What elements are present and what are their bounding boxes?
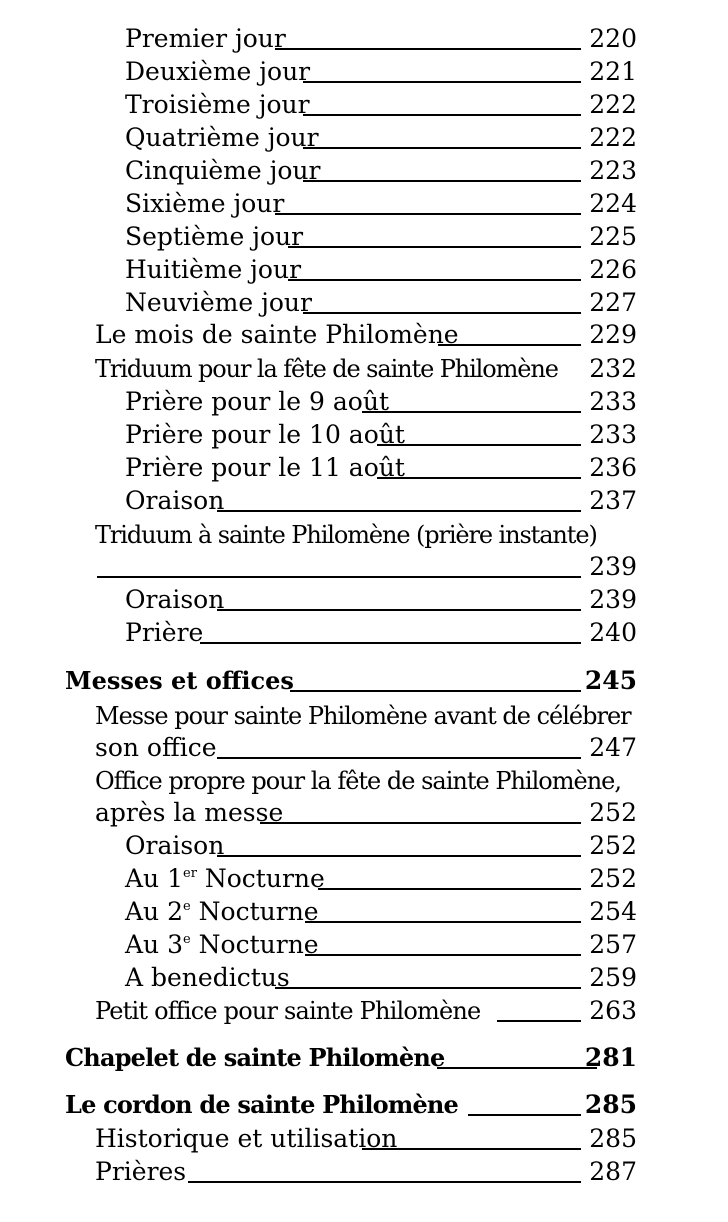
toc-entry-title: Prières — [95, 1157, 187, 1186]
toc-section-page: 285 — [584, 1090, 637, 1119]
dot-leader — [497, 1020, 581, 1022]
dot-leader — [303, 312, 581, 314]
toc-entry-page: 233 — [589, 420, 637, 449]
dot-leader — [305, 954, 581, 956]
toc-section-page: 245 — [584, 666, 637, 695]
toc-entry-title-continued: après la messe — [95, 798, 284, 827]
dot-leader — [362, 1148, 581, 1150]
toc-entry-title-main: Au 2 — [125, 897, 184, 926]
toc-entry-page: 227 — [589, 288, 637, 317]
toc-entry-title: Neuvième jour — [125, 288, 312, 317]
dot-leader — [305, 921, 581, 923]
toc-entry-page: 226 — [589, 255, 637, 284]
toc-entry-page: 240 — [589, 618, 637, 647]
dot-leader — [217, 609, 581, 611]
toc-entry-title: Triduum à sainte Philomène (prière instante) — [95, 521, 597, 549]
toc-section-title: Chapelet de sainte Philomène — [65, 1043, 445, 1072]
toc-section-title: Le cordon de sainte Philomène — [65, 1090, 459, 1119]
toc-entry-page: 252 — [589, 831, 637, 860]
toc-entry-title: Deuxième jour — [125, 57, 311, 86]
toc-entry-title: Historique et utilisation — [95, 1124, 398, 1153]
dot-leader — [318, 888, 581, 890]
dot-leader — [217, 510, 581, 512]
toc-entry-page: 285 — [589, 1124, 637, 1153]
toc-entry-title: Cinquième jour — [125, 156, 321, 185]
toc-entry-title: Sixième jour — [125, 189, 285, 218]
toc-entry-title-main: Au 3 — [125, 930, 184, 959]
toc-entry-page: 232 — [589, 354, 637, 383]
toc-entry-title: Septième jour — [125, 222, 304, 251]
toc-entry-page: 263 — [589, 996, 637, 1025]
toc-entry-title: Prière pour le 10 août — [125, 420, 405, 449]
dot-leader — [362, 411, 581, 413]
toc-entry-page: 221 — [589, 57, 637, 86]
dot-leader — [468, 1114, 581, 1116]
toc-entry-page: 229 — [589, 320, 637, 349]
toc-entry-title: Oraison — [125, 486, 225, 515]
toc-entry-title-rest: Nocturne — [196, 864, 325, 893]
toc-entry-page: 239 — [589, 552, 637, 581]
dot-leader — [377, 477, 581, 479]
toc-entry-page: 239 — [589, 585, 637, 614]
toc-entry-page: 223 — [589, 156, 637, 185]
dot-leader — [377, 444, 581, 446]
toc-entry-title: Prière — [125, 618, 204, 647]
dot-leader — [217, 757, 581, 759]
dot-leader — [275, 48, 581, 50]
dot-leader — [303, 147, 581, 149]
dot-leader — [275, 213, 581, 215]
toc-entry-title: Oraison — [125, 585, 225, 614]
toc-entry-page: 252 — [589, 864, 637, 893]
toc-entry-title-main: Au 1 — [125, 864, 184, 893]
dot-leader — [188, 1181, 581, 1183]
toc-entry-page: 224 — [589, 189, 637, 218]
toc-entry-title-rest: Nocturne — [190, 897, 319, 926]
toc-entry-page: 222 — [589, 123, 637, 152]
toc-entry-title: Office propre pour la fête de sainte Philomène, — [95, 767, 621, 795]
toc-entry-title: Messe pour sainte Philomène avant de célébrer — [95, 702, 631, 730]
toc-entry-title: Triduum pour la fête de sainte Philomène — [95, 355, 558, 383]
dot-leader — [437, 1067, 597, 1069]
toc-entry-page: 233 — [589, 387, 637, 416]
toc-entry-title: Le mois de sainte Philomène — [95, 320, 459, 349]
toc-entry-page: 254 — [589, 897, 637, 926]
toc-entry-page: 237 — [589, 486, 637, 515]
dot-leader — [275, 987, 581, 989]
dot-leader — [217, 855, 581, 857]
toc-entry-page: 287 — [589, 1157, 637, 1186]
toc-entry-page: 236 — [589, 453, 637, 482]
toc-entry-title: Troisième jour — [125, 90, 310, 119]
dot-leader — [303, 180, 581, 182]
toc-entry-page: 220 — [589, 24, 637, 53]
ordinal-superscript: e — [183, 932, 191, 947]
toc-entry-title: Premier jour — [125, 24, 286, 53]
toc-entry-title — [125, 864, 325, 894]
toc-section-title: Messes et offices — [65, 666, 294, 695]
toc-entry-title: A benedictus — [125, 963, 290, 992]
toc-entry-title-rest: Nocturne — [190, 930, 319, 959]
ordinal-superscript: er — [183, 866, 197, 881]
toc-entry-page: 222 — [589, 90, 637, 119]
dot-leader — [290, 690, 581, 692]
toc-entry-page: 225 — [589, 222, 637, 251]
dot-leader — [288, 279, 581, 281]
toc-entry-title-continued: son office — [95, 733, 217, 762]
toc-entry-page: 257 — [589, 930, 637, 959]
toc-entry-title: Quatrième jour — [125, 123, 319, 152]
toc-entry-title: Huitième jour — [125, 255, 302, 284]
dot-leader — [303, 81, 581, 83]
toc-entry-title — [125, 897, 319, 927]
dot-leader — [260, 822, 581, 824]
toc-entry-title: Petit office pour sainte Philomène — [95, 997, 481, 1025]
toc-entry-page: 247 — [589, 733, 637, 762]
dot-leader — [438, 344, 581, 346]
toc-entry-page: 259 — [589, 963, 637, 992]
toc-entry-title: Oraison — [125, 831, 225, 860]
toc-entry-page: 252 — [589, 798, 637, 827]
toc-section-page: 281 — [584, 1043, 637, 1072]
dot-leader — [303, 114, 581, 116]
toc-entry-title: Prière pour le 9 août — [125, 387, 390, 416]
ordinal-superscript: e — [183, 899, 191, 914]
dot-leader — [200, 642, 581, 644]
dot-leader — [97, 576, 581, 578]
dot-leader — [288, 246, 581, 248]
toc-entry-title — [125, 930, 319, 960]
toc-entry-title: Prière pour le 11 août — [125, 453, 405, 482]
